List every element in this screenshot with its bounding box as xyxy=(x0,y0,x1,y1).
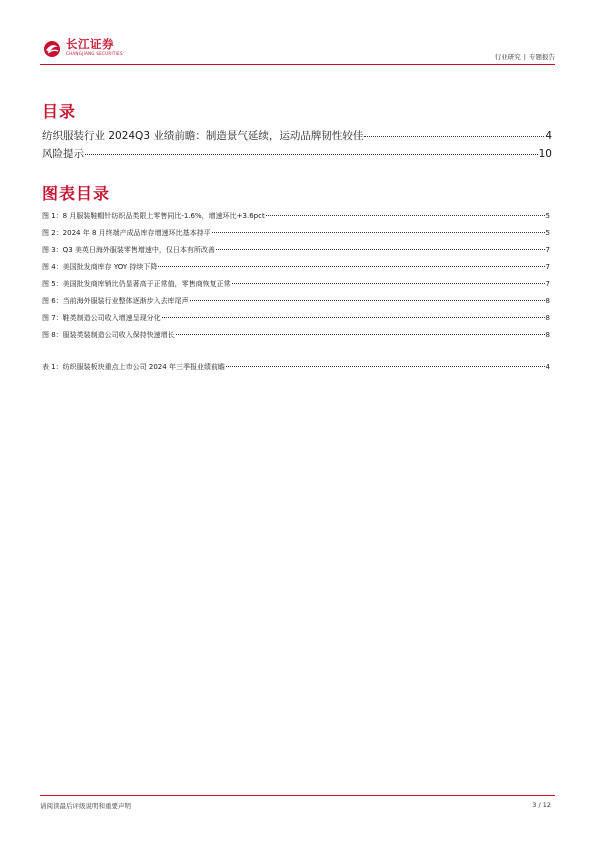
leader-dots xyxy=(226,366,545,367)
leader-dots xyxy=(232,283,545,284)
figure-caption: 图 2：2024 年 8 月终端产成品库存增速环比基本持平 xyxy=(42,229,211,237)
footer-divider xyxy=(40,795,555,796)
figure-page: 8 xyxy=(545,314,550,322)
report-category xyxy=(495,52,555,61)
changjiang-logo-icon xyxy=(42,38,62,58)
page-header xyxy=(40,38,555,64)
logo-english-name: CHANGJIANG SECURITIES xyxy=(66,51,123,56)
table-caption: 表 1：纺织服装板块重点上市公司 2024 年三季报业绩前瞻 xyxy=(42,363,225,371)
toc-item-text: 纺织服装行业 2024Q3 业绩前瞻：制造景气延续，运动品牌韧性较佳 xyxy=(42,130,364,142)
header-separator: | xyxy=(523,53,526,61)
toc-item-text: 风险提示 xyxy=(42,148,84,160)
leader-dots xyxy=(266,215,545,216)
toc-title: 目录 xyxy=(42,102,77,121)
footer-disclaimer: 请阅读最后评级说明和重要声明 xyxy=(40,802,131,810)
figure-page: 7 xyxy=(545,246,550,254)
figure-page: 5 xyxy=(545,229,550,237)
figure-toc-title: 图表目录 xyxy=(42,184,111,203)
figure-page: 7 xyxy=(545,263,550,271)
figure-page: 8 xyxy=(545,331,550,339)
leader-dots xyxy=(85,154,538,155)
figure-list-item[interactable] xyxy=(42,313,550,323)
figure-page: 8 xyxy=(545,297,550,305)
figure-caption: 图 6：当前海外服装行业整体逐渐步入去库尾声 xyxy=(42,297,189,305)
company-logo xyxy=(42,38,123,58)
report-type: 行业研究 xyxy=(494,53,521,61)
figure-caption: 图 7：鞋类制造公司收入增速呈现分化 xyxy=(42,314,161,322)
figure-caption: 图 4：美国批发商库存 YOY 持续下降 xyxy=(42,263,158,271)
figure-caption: 图 1：8 月服装鞋帽针纺织品类限上零售同比-1.6%，增速环比+3.6pct xyxy=(42,212,265,220)
figure-caption: 图 5：美国批发商库销比仍显著高于正常值，零售商恢复正常 xyxy=(42,280,231,288)
toc-item[interactable] xyxy=(42,128,552,142)
figure-list-item[interactable] xyxy=(42,211,550,221)
toc-item-page: 10 xyxy=(538,148,552,160)
leader-dots xyxy=(364,136,544,137)
table-page: 4 xyxy=(545,363,550,371)
logo-chinese-name: 长江证券 xyxy=(66,37,114,51)
figure-caption: 图 8：服装类装制造公司收入保持快速增长 xyxy=(42,331,175,339)
table-list-item[interactable] xyxy=(42,362,550,372)
figure-list-item[interactable] xyxy=(42,279,550,289)
report-subtype: 专题报告 xyxy=(529,53,555,61)
figure-page: 5 xyxy=(545,212,550,220)
header-divider xyxy=(40,64,555,65)
leader-dots xyxy=(212,232,545,233)
figure-list-item[interactable] xyxy=(42,228,550,238)
leader-dots xyxy=(158,266,544,267)
page-number: 3 / 12 xyxy=(532,801,551,809)
leader-dots xyxy=(216,249,545,250)
figure-list-item[interactable] xyxy=(42,262,550,272)
toc-item-page: 4 xyxy=(545,130,552,142)
leader-dots xyxy=(162,317,545,318)
figure-list-item[interactable] xyxy=(42,330,550,340)
figure-list-item[interactable] xyxy=(42,296,550,306)
figure-page: 7 xyxy=(545,280,550,288)
figure-caption: 图 3：Q3 美英日海外服装零售增速中，仅日本有所改善 xyxy=(42,246,215,254)
figure-list-item[interactable] xyxy=(42,245,550,255)
toc-item[interactable] xyxy=(42,146,552,160)
leader-dots xyxy=(190,300,545,301)
leader-dots xyxy=(176,334,545,335)
